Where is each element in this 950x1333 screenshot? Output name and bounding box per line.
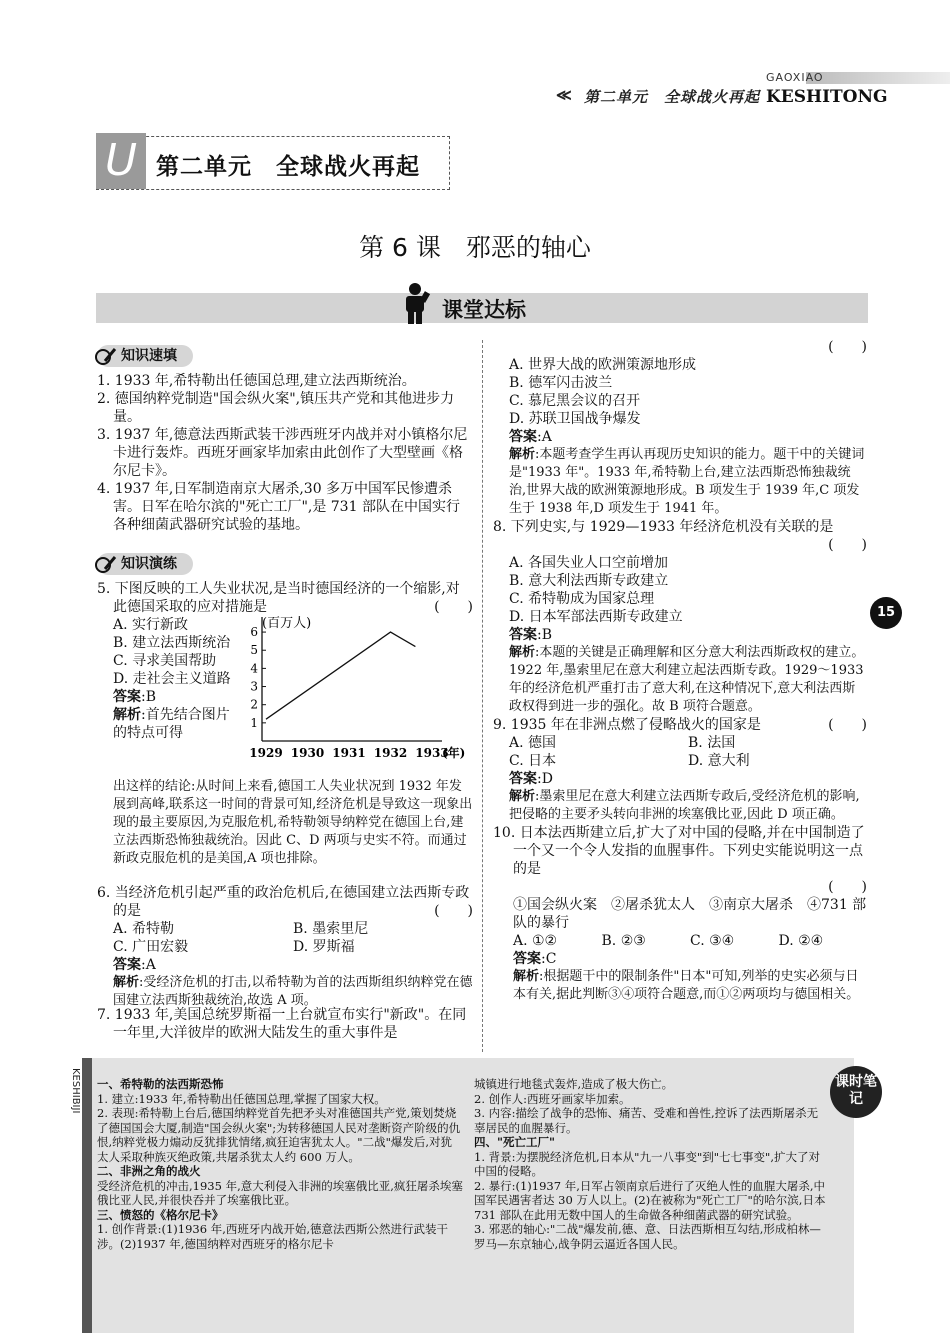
q9-analysis-label: 解析 [509, 789, 536, 804]
q10-paren: ( ) [828, 879, 867, 895]
quick-fill-item: 2. 德国纳粹党制造"国会纵火案",镇压共产党和其他进步力量。 [97, 391, 455, 425]
q5-answer-label: 答案 [113, 689, 141, 705]
q7-answer-label: 答案 [509, 429, 537, 445]
notes-line: 1. 建立:1933 年,希特勒出任德国总理,掌握了国家大权。 [97, 1091, 386, 1106]
q10-answer: :C [541, 951, 557, 967]
notes-side-label: KESHIBIJI [70, 1068, 81, 1114]
notes-line: 3. 内容:描绘了战争的恐怖、痛苦、受难和兽性,控诉了法西斯屠杀无辜居民的血腥暴行。 [474, 1106, 819, 1135]
q8-paren: ( ) [828, 537, 867, 553]
notes-heading: 一、希特勒的法西斯恐怖 [97, 1077, 224, 1091]
x-tick-label: 1933 [415, 746, 449, 760]
q5-analysis-label: 解析 [113, 707, 141, 723]
q7-option: A. 世界大战的欧洲策源地形成 [509, 357, 697, 373]
q6-option: C. 广田宏毅 [113, 939, 189, 955]
notes-heading: 三、愤怒的《格尔尼卡》 [97, 1207, 224, 1222]
tag-quick-fill-label: 知识速填 [97, 345, 193, 367]
q5-option: D. 走社会主义道路 [113, 671, 231, 687]
notes-side-bar [82, 1058, 92, 1333]
q9-option: D. 意大利 [688, 753, 750, 769]
q7-answer: :A [537, 429, 552, 445]
section-band-title: 课堂达标 [442, 298, 526, 322]
notes-line: 受经济危机的冲击,1935 年,意大利侵入非洲的埃塞俄比亚,疯狂屠杀埃塞俄比亚人民,并很快吞并了埃塞俄比亚。 [97, 1178, 463, 1207]
q5-option: B. 建立法西斯统治 [113, 635, 231, 651]
q8-answer-label: 答案 [509, 627, 537, 643]
quick-fill-item: 3. 1937 年,德意法西斯武装干涉西班牙内战并对小镇格尔尼卡进行轰炸。西班牙画家毕加索由此创作了大型壁画《格尔尼卡》。 [97, 427, 468, 479]
q6-answer-label: 答案 [113, 957, 141, 973]
quick-fill-item: 4. 1937 年,日军制造南京大屠杀,30 多万中国军民惨遭杀害。日军在哈尔滨的"死亡工厂",是 731 部队在中国实行各种细菌武器研究试验的基地。 [97, 481, 460, 533]
q6-paren: ( ) [434, 903, 473, 919]
header-brand: KESHITONG [766, 87, 888, 107]
q9-option: B. 法国 [688, 735, 736, 751]
q10-stem: 10. 日本法西斯建立后,扩大了对中国的侵略,并在中国制造了一个又一个令人发指的血腥事件。下列史实能说明这一点的是 [493, 825, 865, 877]
notes-line: 1. 背景:为摆脱经济危机,日本从"九一八事变"到"七七事变",扩大了对中国的侵略。 [474, 1149, 820, 1178]
y-tick-label: 4 [250, 661, 258, 676]
x-tick-label: 1929 [249, 746, 283, 760]
q5-option: A. 实行新政 [113, 617, 189, 633]
unit-title: 第二单元 全球战火再起 [156, 154, 420, 180]
q8-option: B. 意大利法西斯专政建立 [509, 573, 669, 589]
question-10 [493, 824, 867, 1004]
y-tick-label: 1 [250, 715, 258, 730]
quick-fill-list [97, 372, 473, 534]
q10-answer-label: 答案 [513, 951, 541, 967]
notes-line: 3. 邪恶的轴心:"二战"爆发前,德、意、日法西斯相互勾结,形成柏林—罗马—东京轴心,战争阴云逼近各国人民。 [474, 1222, 821, 1251]
pencil-icon [95, 347, 117, 367]
question-5 [97, 580, 473, 616]
q10-analysis: :根据题干中的限制条件"日本"可知,列举的史实必须与日本有关,据此判断③④项符合题意,而①②两项均与德国相关。 [513, 969, 860, 1002]
pencil-icon [95, 555, 117, 575]
header-unit-title: 第二单元 全球战火再起 [584, 88, 761, 106]
notes-line: 2. 表现:希特勒上台后,德国纳粹党首先把矛头对准德国共产党,策划焚烧了德国国会大厦,制造"国会纵火案";为转移德国人民对垄断资产阶级的仇恨,纳粹党极力煽动反犹排犹情绪,疯狂迫害犹太人。"二战"爆发后,对犹太人采取种族灭绝政策,共屠杀犹太人约 600 万人。 [97, 1106, 461, 1164]
x-tick-label: 1932 [373, 746, 408, 760]
q7-analysis: :本题考查学生再认再现历史知识的能力。题干中的关键词是"1933 年"。1933 年,希特勒上台,建立法西斯恐怖独裁统治,世界大战的欧洲策源地形成。B 项发生于 1939 年,C 项发生于 1938 年,D 项发生于 1941 年。 [509, 447, 865, 516]
right-column [493, 338, 867, 1004]
x-tick-label: 1930 [290, 746, 325, 760]
q7-continued [509, 338, 867, 518]
q5-options [113, 616, 238, 742]
question-9 [493, 716, 867, 824]
page-number: 15 [870, 597, 902, 629]
q5-analysis-head: :首先结合图片的特点可得 [113, 707, 230, 741]
q6-analysis: :受经济危机的打击,以希特勒为首的法西斯组织纳粹党在德国建立法西斯独裁统治,故选 A 项。 [113, 975, 473, 1008]
unit-letter: U [96, 133, 146, 189]
q8-answer: :B [537, 627, 553, 643]
q8-analysis-label: 解析 [509, 645, 536, 660]
q10-option: D. ②④ [778, 933, 824, 949]
q5-option: C. 寻求美国帮助 [113, 653, 217, 669]
student-icon [398, 282, 432, 324]
lesson-title: 第 6 课 邪恶的轴心 [359, 233, 591, 262]
q8-option: C. 希特勒成为国家总理 [509, 591, 655, 607]
notes-line: 城镇进行地毯式轰炸,造成了极大伤亡。 [474, 1077, 674, 1091]
notes-line: 2. 暴行:(1)1937 年,日军占领南京后进行了灭绝人性的血腥大屠杀,中国军民遇害者达 30 万人以上。(2)在被称为"死亡工厂"的哈尔滨,日本 731 部队在此用无数中国人的生命做各种细菌武器的研究试验。 [474, 1178, 826, 1222]
q7-option: D. 苏联卫国战争爆发 [509, 411, 641, 427]
header-chevron: ≪ [556, 86, 572, 104]
q10-option: C. ③④ [690, 933, 735, 949]
q8-analysis: :本题的关键是正确理解和区分意大利法西斯政权的建立。1922 年,墨索里尼在意大利建立起法西斯专政。1929～1933 年的经济危机严重打击了意大利,在这种情况下,意大利法西斯政权得到进一步的强化。故 B 项符合题意。 [509, 645, 865, 714]
header-bar [806, 72, 950, 84]
q9-analysis: :墨索里尼在意大利建立法西斯专政后,受经济危机的影响,把侵略的主要矛头转向非洲的埃塞俄比亚,因此 D 项正确。 [509, 789, 860, 822]
q6-stem: 6. 当经济危机引起严重的政治危机后,在德国建立法西斯专政的是 [97, 885, 470, 919]
notes-right-column [474, 1077, 826, 1251]
q10-items: ①国会纵火案 ②屠杀犹太人 ③南京大屠杀 ④731 部队的暴行 [513, 897, 867, 931]
q6-option: B. 墨索里尼 [293, 921, 369, 937]
y-tick-label: 2 [250, 697, 258, 712]
x-tick-label: 1931 [332, 746, 366, 760]
q8-stem: 8. 下列史实,与 1929—1933 年经济危机没有关联的是 [493, 519, 834, 535]
unemployment-chart [240, 615, 480, 775]
y-tick-label: 5 [250, 643, 258, 658]
q7-paren: ( ) [828, 339, 867, 355]
series-line [266, 632, 415, 719]
q5-analysis: 出这样的结论:从时间上来看,德国工人失业状况到 1932 年发展到高峰,联系这一时间的背景可知,经济危机是导致这一现象出现的最主要原因,为克服危机,希特勒领导纳粹党在德国上台,建立法西斯恐怖独裁统治。因此 C、D 两项与史实不符。而通过新政克服危机的是美国,A 项也排除。 [113, 779, 473, 866]
y-tick-label: 6 [250, 625, 258, 640]
q5-answer: :B [141, 689, 157, 705]
q9-paren: ( ) [828, 717, 867, 733]
q6-analysis-label: 解析 [113, 975, 140, 990]
q10-option: A. ①② [513, 933, 558, 949]
notes-badge: 课时笔记 [830, 1066, 882, 1118]
q8-option: D. 日本军部法西斯专政建立 [509, 609, 683, 625]
column-divider [482, 340, 483, 1052]
q7-option: C. 慕尼黑会议的召开 [509, 393, 641, 409]
tag-practice [97, 553, 193, 575]
q5-stem: 5. 下图反映的工人失业状况,是当时德国经济的一个缩影,对此德国采取的应对措施是 [97, 581, 460, 615]
q9-option: A. 德国 [509, 735, 557, 751]
question-7 [97, 1006, 473, 1042]
q8-option: A. 各国失业人口空前增加 [509, 555, 669, 571]
tag-practice-label: 知识演练 [97, 553, 193, 575]
q10-analysis-label: 解析 [513, 969, 540, 984]
q5-paren: ( ) [434, 599, 473, 615]
q6-option: A. 希特勒 [113, 921, 175, 937]
notes-left-column [97, 1077, 463, 1251]
quick-fill-item: 1. 1933 年,希特勒出任德国总理,建立法西斯统治。 [97, 373, 416, 389]
x-axis-label: (年) [442, 746, 466, 760]
header-brand-small: GAOXIAO [766, 71, 824, 84]
question-8 [493, 518, 867, 716]
q7-option: B. 德军闪击波兰 [509, 375, 613, 391]
tag-quick-fill [97, 345, 193, 367]
q9-stem: 9. 1935 年在非洲点燃了侵略战火的国家是 [493, 717, 761, 733]
q6-option: D. 罗斯福 [293, 939, 355, 955]
q9-option: C. 日本 [509, 753, 557, 769]
notes-heading: 四、"死亡工厂" [474, 1135, 555, 1149]
q10-option: B. ②③ [601, 933, 646, 949]
q7-stem: 7. 1933 年,美国总统罗斯福一上台就宣布实行"新政"。在同一年里,大洋彼岸的欧洲大陆发生的重大事件是 [97, 1007, 467, 1041]
q9-answer: :D [537, 771, 553, 787]
notes-line: 2. 创作人:西班牙画家毕加索。 [474, 1091, 631, 1106]
question-6 [97, 884, 473, 1010]
q9-answer-label: 答案 [509, 771, 537, 787]
notes-line: 1. 创作背景:(1)1936 年,西班牙内战开始,德意法西斯公然进行武装干涉。(2)1937 年,德国纳粹对西班牙的格尔尼卡 [97, 1222, 449, 1251]
y-axis-label: (百万人) [262, 616, 312, 631]
q7-analysis-label: 解析 [509, 447, 536, 462]
notes-heading: 二、非洲之角的战火 [97, 1164, 201, 1178]
y-tick-label: 3 [250, 679, 258, 694]
q6-answer: :A [141, 957, 156, 973]
